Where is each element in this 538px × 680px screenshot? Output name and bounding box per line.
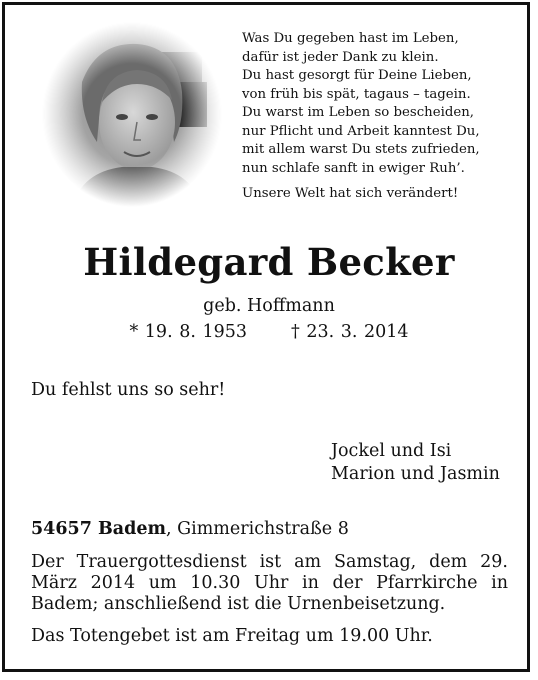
signers [331,440,500,486]
poem-line: dafür ist jeder Dank zu klein. [242,49,439,65]
poem-line: mit allem warst Du stets zufrieden, [242,142,480,157]
poem-closing: Unsere Welt hat sich verändert! [242,186,459,201]
birth-date: * 19. 8. 1953 [129,322,247,342]
maiden-name: geb. Hoffmann [203,296,335,316]
poem-line: nur Pflicht und Arbeit kanntest Du, [242,123,480,139]
portrait-photo [42,22,222,207]
poem-line: Was Du gegeben hast im Leben, [242,31,459,46]
condolence-message: Du fehlst uns so sehr! [31,380,226,400]
street: , Gimmerichstraße 8 [166,519,349,539]
poem-line: Du warst im Leben so bescheiden, [242,105,475,120]
funeral-service-info: Der Trauergottesdienst ist am Samstag, dem 29. März 2014 um 10.30 Uhr in der Pfarrkirche in Badem; anschließend ist die Urnenbeisetzung. [31,552,508,614]
life-dates [0,322,538,342]
death-date: † 23. 3. 2014 [291,322,409,342]
poem-line: von früh bis spät, tagaus – tagein. [242,86,471,102]
deceased-name: Hildegard Becker [83,240,455,284]
memorial-poem [242,30,512,204]
signer-name: Jockel und Isi [331,441,452,461]
poem-line: nun schlafe sanft in ewiger Ruh’. [242,160,465,176]
prayer-info: Das Totengebet ist am Freitag um 19.00 Uhr. [31,626,433,646]
family-address [31,519,349,539]
signer-name: Marion und Jasmin [331,464,500,484]
postal-city: 54657 Badem [31,519,166,539]
poem-line: Du hast gesorgt für Deine Lieben, [242,68,472,83]
